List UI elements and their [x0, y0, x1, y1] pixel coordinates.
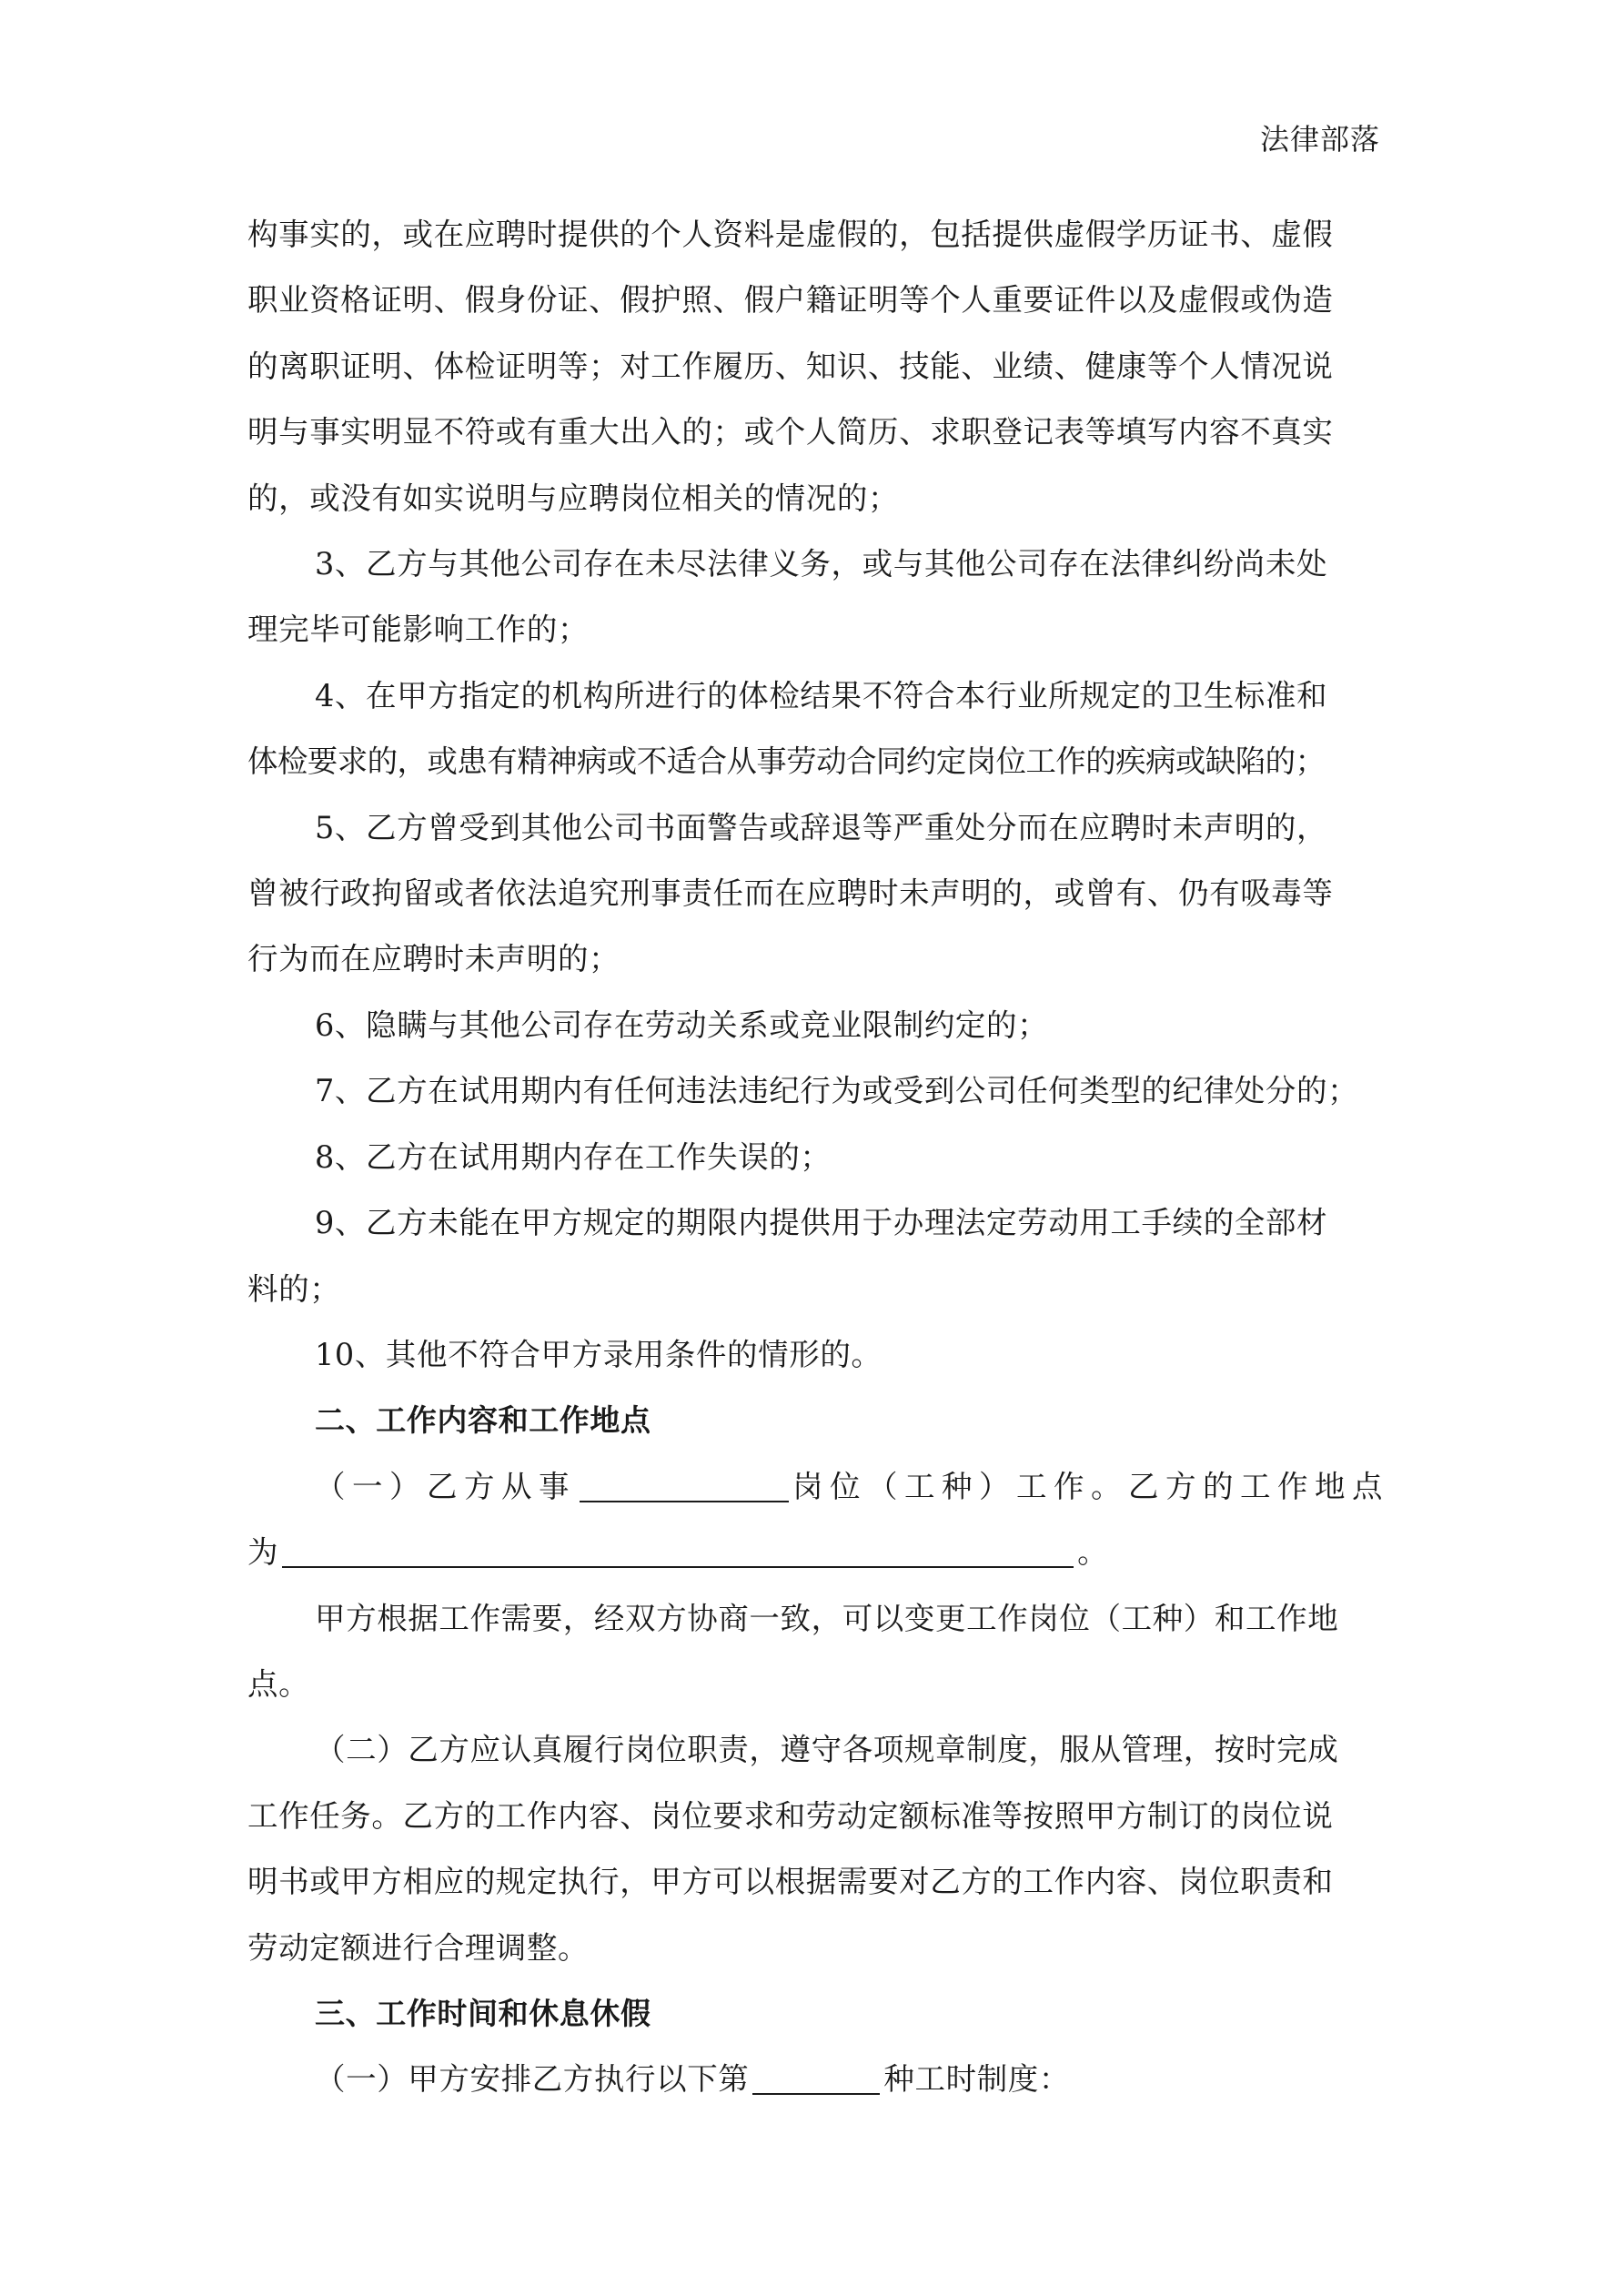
duty-line: （二）乙方应认真履行岗位职责，遵守各项规章制度，服从管理，按时完成 [315, 1732, 1339, 1768]
post-blank-field[interactable] [580, 1466, 789, 1502]
body-line: 工作任务。乙方的工作内容、岗位要求和劳动定额标准等按照甲方制订的岗位说 [247, 1797, 1334, 1834]
section-heading-work-time: 三、工作时间和休息休假 [315, 1995, 651, 2031]
work-post-line [247, 1454, 1389, 1520]
work-post-suffix: 岗位（工种）工作。乙方的工作地点 [792, 1468, 1389, 1504]
clause-10: 10、其他不符合甲方录用条件的情形的。 [315, 1336, 883, 1372]
body-line: 明书或甲方相应的规定执行，甲方可以根据需要对乙方的工作内容、岗位职责和 [247, 1864, 1334, 1900]
work-hours-prefix: （一）甲方安排乙方执行以下第 [315, 2061, 750, 2098]
body-line: 的，或没有如实说明与应聘岗位相关的情况的； [247, 480, 900, 516]
clause-6: 6、隐瞒与其他公司存在劳动关系或竞业限制约定的； [315, 1006, 1049, 1043]
body-line: 构事实的，或在应聘时提供的个人资料是虚假的，包括提供虚假学历证书、虚假 [247, 217, 1334, 252]
work-place-suffix: 。 [1077, 1534, 1109, 1571]
body-line: 行为而在应聘时未声明的； [247, 941, 620, 977]
work-hours-suffix: 种工时制度： [883, 2061, 1071, 2098]
body-line: 理完毕可能影响工作的； [247, 612, 590, 648]
body-line: 的离职证明、体检证明等；对工作履历、知识、技能、业绩、健康等个人情况说 [247, 348, 1334, 384]
body-line: 体检要求的，或患有精神病或不适合从事劳动合同约定岗位工作的疾病或缺陷的； [247, 743, 1326, 780]
clause-4: 4、在甲方指定的机构所进行的体检结果不符合本行业所规定的卫生标准和 [315, 677, 1328, 713]
clause-7: 7、乙方在试用期内有任何违法违纪行为或受到公司任何类型的纪律处分的； [315, 1073, 1359, 1109]
hours-system-blank-field[interactable] [752, 2058, 880, 2095]
work-place-line [247, 1520, 1385, 1585]
section-heading-work-content: 二、工作内容和工作地点 [315, 1402, 651, 1439]
clause-8: 8、乙方在试用期内存在工作失误的； [315, 1138, 832, 1175]
work-place-prefix: 为 [247, 1534, 279, 1571]
body-line: 甲方根据工作需要，经双方协商一致，可以变更工作岗位（工种）和工作地 [315, 1600, 1339, 1636]
clause-3: 3、乙方与其他公司存在未尽法律义务，或与其他公司存在法律纠纷尚未处 [315, 546, 1328, 582]
body-line: 明与事实明显不符或有重大出入的；或个人简历、求职登记表等填写内容不真实 [247, 414, 1334, 450]
page-header: 法律部落 [1259, 122, 1380, 157]
clause-9: 9、乙方未能在甲方规定的期限内提供用于办理法定劳动用工手续的全部材 [315, 1205, 1328, 1241]
body-line: 料的； [247, 1270, 341, 1307]
body-line: 职业资格证明、假身份证、假护照、假户籍证明等个人重要证件以及虚假或伪造 [247, 282, 1334, 319]
work-hours-line [247, 2047, 1385, 2112]
document-body [247, 202, 1389, 2113]
body-line: 点。 [247, 1665, 310, 1702]
body-line: 劳动定额进行合理调整。 [247, 1929, 590, 1966]
body-line: 曾被行政拘留或者依法追究刑事责任而在应聘时未声明的，或曾有、仍有吸毒等 [247, 875, 1334, 912]
place-blank-field[interactable] [282, 1532, 1074, 1568]
work-post-prefix: （一）乙方从事 [315, 1468, 576, 1504]
clause-5: 5、乙方曾受到其他公司书面警告或辞退等严重处分而在应聘时未声明的， [315, 809, 1328, 845]
